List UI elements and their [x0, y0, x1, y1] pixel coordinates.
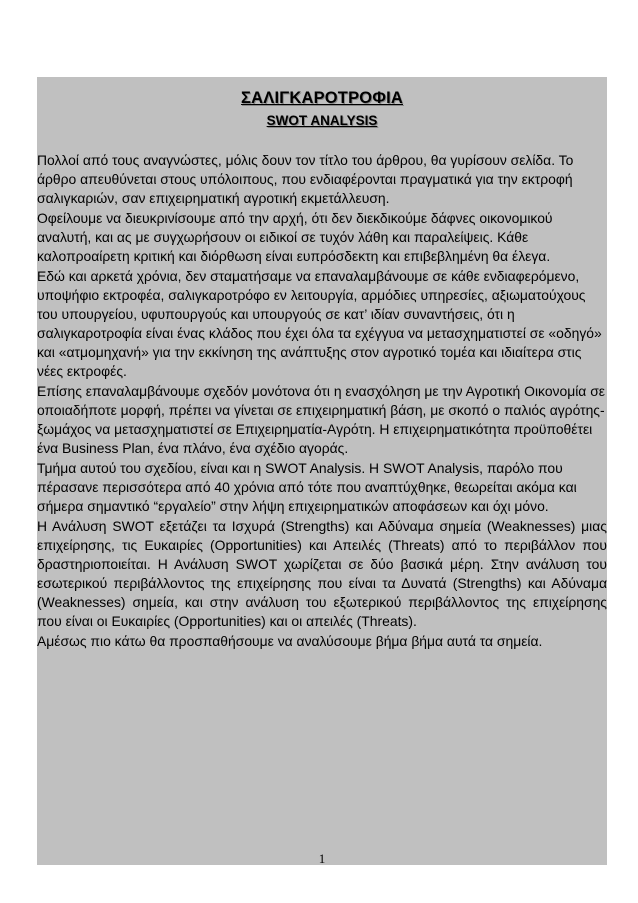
paragraph-business-plan: Επίσης επαναλαμβάνουμε σχεδόν μονότονα ότι η ενασχόληση με την Αγροτική Οικονομία σε οποιαδήποτε μορφή, πρέπει να γίνεται σε επιχειρηματική βάση, με σκοπό ο παλιός αγρότης-ξωμάχος να μετασχηματιστεί σε Επιχειρηματία-Αγρότη. Η επιχειρηματικότητα προϋποθέτει ένα Business Plan, ένα πλάνο, ένα σχέδιο αγοράς.: [37, 383, 605, 456]
paragraph-swot-definition: Η Ανάλυση SWOT εξετάζει τα Ισχυρά (Strengths) και Αδύναμα σημεία (Weaknesses) μιας επιχείρησης, τις Ευκαιρίες (Opportunities) και Απειλές (Threats) από το περιβάλλον που δραστηριοποιείται. Η Ανάλυση SWOT χωρίζεται σε δύο βασικά μέρη. Στην ανάλυση του εσωτερικού περιβάλλοντος της επιχείρησης που είναι τα Δυνατά (Strengths) και Αδύναμα (Weaknesses) σημεία, και στην ανάλυση του εξωτερικού περιβάλλοντος της επιχείρησης που είναι οι Ευκαιρίες (Opportunities) και οι απειλές (Threats).: [37, 518, 607, 629]
document-title: ΣΑΛΙΓΚΑΡΟΤΡΟΦΙΑ: [241, 89, 403, 107]
paragraph-background: Εδώ και αρκετά χρόνια, δεν σταματήσαμε να επαναλαμβάνουμε σε κάθε ενδιαφερόμενο, υποψήφιο εκτροφέα, σαλιγκαροτρόφο εν λειτουργία, αρμόδιες υπηρεσίες, αξιωματούχους του υπουργείου, υφυπουργούς και υπουργούς σε κατ’ ιδίαν συναντήσεις, ότι η σαλιγκαροτροφία είναι ένας κλάδος που έχει όλα τα εχέγγυα να μετασχηματιστεί σε «οδηγό» και «ατμομηχανή» για την εκκίνηση της ανάπτυξης στον αγροτικό τομέα και ιδιαίτερα στις νέες εκτροφές.: [37, 268, 602, 379]
paragraph-disclaimer: Οφείλουμε να διευκρινίσουμε από την αρχή, ότι δεν διεκδικούμε δάφνες οικονομικού αναλυτή, και ας με συγχωρήσουν οι ειδικοί σε τυχόν λάθη και παραλείψεις. Κάθε καλοπροαίρετη κριτική και διόρθωση είναι ευπρόσδεκτη και επιβεβλημένη θα έλεγα.: [37, 210, 553, 264]
document-subtitle: SWOT ANALYSIS: [266, 113, 378, 128]
document-page: [37, 77, 607, 865]
document-body: [37, 151, 607, 652]
paragraph-next-steps: Αμέσως πιο κάτω θα προσπαθήσουμε να αναλύσουμε βήμα βήμα αυτά τα σημεία.: [37, 633, 543, 649]
page-number: 1: [318, 851, 326, 866]
paragraph-swot-intro: Τμήμα αυτού του σχεδίου, είναι και η SWOT Analysis. Η SWOT Analysis, παρόλο που πέρασανε περισσότερα από 40 χρόνια από τότε που αναπτύχθηκε, θεωρείται ακόμα και σήμερα σημαντικό “εργαλείο” στην λήψη επιχειρηματικών αποφάσεων και όχι μόνο.: [37, 460, 577, 514]
paragraph-intro: Πολλοί από τους αναγνώστες, μόλις δουν τον τίτλο του άρθρου, θα γυρίσουν σελίδα. Το άρθρο απευθύνεται στους υπόλοιπους, που ενδιαφέρονται πραγματικά για την εκτροφή σαλιγκαριών, σαν επιχειρηματική αγροτική εκμετάλλευση.: [37, 152, 574, 206]
